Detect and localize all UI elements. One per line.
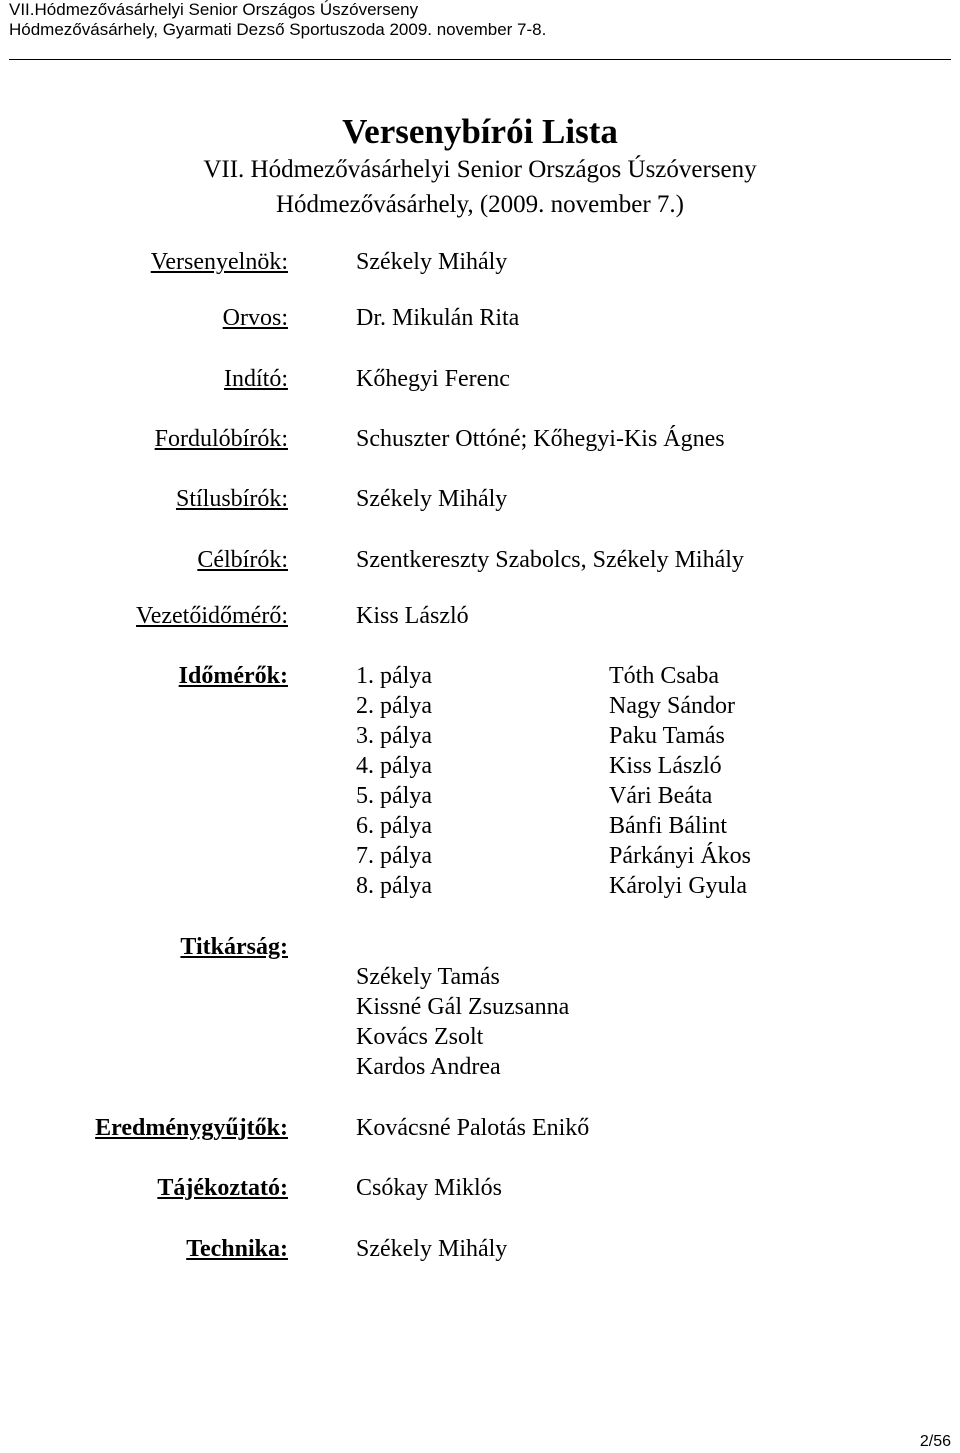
lane-number: 1. pálya xyxy=(356,663,432,689)
label-starter: Indító: xyxy=(224,366,288,392)
label-finish-judges: Célbírók: xyxy=(197,547,288,573)
value-chief-timekeeper: Kiss László xyxy=(356,603,469,629)
value-results-collectors: Kovácsné Palotás Enikő xyxy=(356,1115,590,1141)
value-starter: Kőhegyi Ferenc xyxy=(356,366,510,392)
value-stroke-judges: Székely Mihály xyxy=(356,486,508,512)
label-doctor: Orvos: xyxy=(222,305,288,331)
value-doctor: Dr. Mikulán Rita xyxy=(356,305,520,331)
timekeeper-name: Párkányi Ákos xyxy=(609,843,751,869)
page-title: Versenybírói Lista xyxy=(342,112,618,151)
timekeeper-name: Kiss László xyxy=(609,753,722,779)
label-chief-timekeeper: Vezetőidőmérő: xyxy=(136,603,288,629)
subtitle-date: Hódmezővásárhely, (2009. november 7.) xyxy=(276,191,684,218)
page-number: 2/56 xyxy=(919,1433,951,1450)
timekeeper-name: Tóth Csaba xyxy=(609,663,719,689)
value-finish-judges: Szentkereszty Szabolcs, Székely Mihály xyxy=(356,547,744,573)
value-referee-president: Székely Mihály xyxy=(356,249,508,275)
label-secretariat: Titkárság: xyxy=(180,934,288,960)
subtitle-event: VII. Hódmezővásárhelyi Senior Országos Úszóverseny xyxy=(203,156,757,183)
label-info: Tájékoztató: xyxy=(157,1175,288,1201)
label-turn-judges: Fordulóbírók: xyxy=(154,426,288,452)
secretariat-member: Székely Tamás xyxy=(356,964,500,990)
lane-number: 5. pálya xyxy=(356,783,432,809)
secretariat-member: Kardos Andrea xyxy=(356,1054,501,1080)
secretariat-member: Kovács Zsolt xyxy=(356,1024,484,1050)
label-referee-president: Versenyelnök: xyxy=(150,249,288,275)
lane-number: 2. pálya xyxy=(356,693,432,719)
label-stroke-judges: Stílusbírók: xyxy=(175,486,288,512)
lane-number: 8. pálya xyxy=(356,873,432,899)
lane-number: 7. pálya xyxy=(356,843,432,869)
lane-number: 4. pálya xyxy=(356,753,432,779)
lane-number: 3. pálya xyxy=(356,723,432,749)
header-event-name: VII.Hódmezővásárhelyi Senior Országos Úszóverseny xyxy=(9,0,419,19)
value-info: Csókay Miklós xyxy=(356,1175,503,1201)
label-technical: Technika: xyxy=(186,1236,288,1262)
timekeeper-name: Bánfi Bálint xyxy=(609,813,727,839)
label-results-collectors: Eredménygyűjtők: xyxy=(95,1115,288,1141)
header-event-venue: Hódmezővásárhely, Gyarmati Dezső Sportuszoda 2009. november 7-8. xyxy=(9,20,547,39)
timekeeper-name: Károlyi Gyula xyxy=(609,873,747,899)
timekeeper-name: Nagy Sándor xyxy=(609,693,735,719)
value-turn-judges: Schuszter Ottóné; Kőhegyi-Kis Ágnes xyxy=(356,426,725,452)
secretariat-member: Kissné Gál Zsuzsanna xyxy=(356,994,570,1020)
lane-number: 6. pálya xyxy=(356,813,432,839)
label-timekeepers: Időmérők: xyxy=(178,663,288,689)
value-technical: Székely Mihály xyxy=(356,1236,508,1262)
timekeeper-name: Vári Beáta xyxy=(609,783,713,809)
header-divider xyxy=(9,59,951,60)
timekeeper-name: Paku Tamás xyxy=(609,723,725,749)
